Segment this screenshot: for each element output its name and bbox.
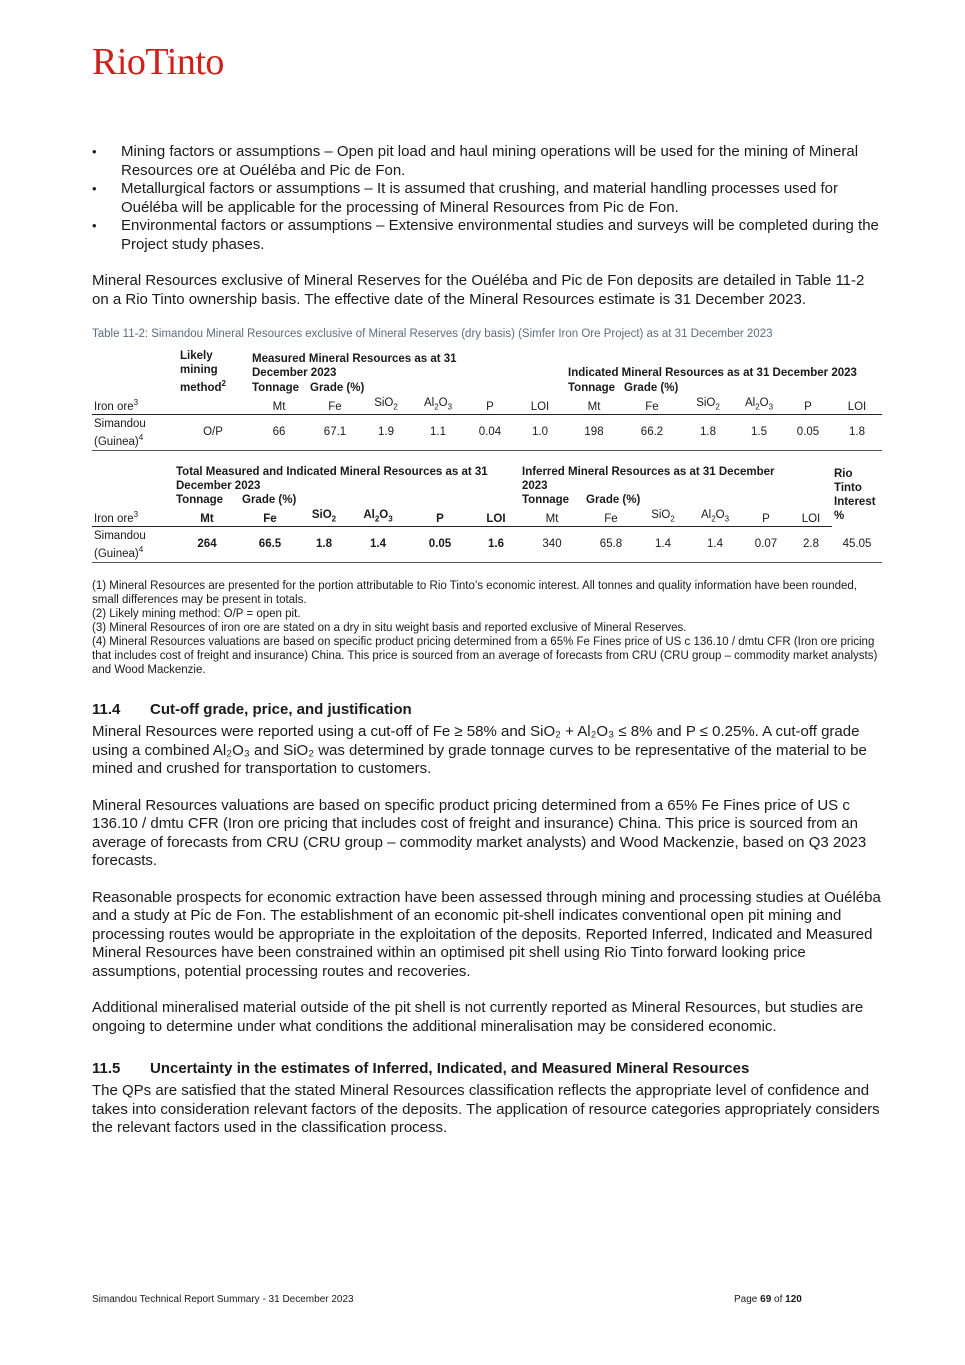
value-cell: 0.05 bbox=[784, 415, 832, 451]
page-word: Page bbox=[734, 1294, 758, 1305]
unit-cell: LOI bbox=[514, 395, 566, 415]
unit-cell: Fe bbox=[584, 507, 638, 527]
paragraph: Additional mineralised material outside of the pit shell is not currently reported as Mineral Resources, but studies are ongoing to determine under what conditions the additional mineralisation may be considered economic. bbox=[92, 999, 864, 1035]
paragraph: The QPs are satisfied that the stated Mineral Resources classification reflects the appropriate level of confidence and takes into consideration relevant factors of the deposits. The application of resource categories appropriately considers the relevant factors used in the classification process. bbox=[92, 1082, 880, 1137]
value-cell: 1.4 bbox=[638, 527, 688, 563]
page-content bbox=[92, 143, 882, 1138]
unit-cell: Mt bbox=[520, 507, 584, 527]
value-cell: 0.05 bbox=[408, 527, 472, 563]
grade-header: Grade (%) bbox=[242, 493, 297, 506]
intro-paragraph: Mineral Resources exclusive of Mineral Reserves for the Ouéléba and Pic de Fon deposits are detailed in Table 11-2 on a Rio Tinto ownership basis. The effective date of the Mineral Resources estimate is 31 December 2023. bbox=[92, 272, 865, 308]
footnote-ref: 2 bbox=[221, 379, 226, 388]
value-cell: 65.8 bbox=[584, 527, 638, 563]
paragraph: Mineral Resources valuations are based on specific product pricing determined from a 65% Fe Fines price of US c 136.10 / dmtu CFR (Iron ore pricing that includes cost of freight and insurance) China. This price is sourced from an average of forecasts from CRU (CRU group – commodity market analysts) and Wood Mackenzie, based on Q3 2023 forecasts. bbox=[92, 796, 867, 870]
value-cell: 66 bbox=[250, 415, 308, 451]
value-cell: 67.1 bbox=[308, 415, 362, 451]
value-cell: 264 bbox=[174, 527, 240, 563]
value-cell: 45.05 bbox=[832, 527, 882, 563]
total-inferred-table bbox=[92, 465, 882, 563]
unit-cell: LOI bbox=[472, 507, 520, 527]
iron-ore-label: Iron ore bbox=[94, 401, 134, 414]
unit-cell: Fe bbox=[308, 395, 362, 415]
note: (3) Mineral Resources of iron ore are stated on a dry in situ weight basis and reported exclusive of Mineral Reserves. bbox=[92, 622, 687, 635]
value-cell: 1.6 bbox=[472, 527, 520, 563]
value-cell: 0.04 bbox=[466, 415, 514, 451]
section-number: 11.4 bbox=[92, 701, 121, 719]
unit-cell: Mt bbox=[174, 507, 240, 527]
tonnage-header: Tonnage bbox=[568, 381, 616, 394]
footer-document-title: Simandou Technical Report Summary - 31 December 2023 bbox=[92, 1294, 354, 1305]
rio-tinto-logo: RioTinto bbox=[92, 41, 224, 83]
unit-cell: P bbox=[408, 507, 472, 527]
list-item: • Mining factors or assumptions – Open pit load and haul mining operations will be used for the mining of Mineral Resources ore at Ouéléba and Pic de Fon. bbox=[92, 143, 882, 180]
value-cell: 1.8 bbox=[682, 415, 734, 451]
page-num: 69 bbox=[760, 1294, 772, 1305]
method-cell: O/P bbox=[176, 415, 250, 451]
table-notes bbox=[92, 579, 882, 677]
unit-cell: Mt bbox=[250, 395, 308, 415]
unit-cell: $Al_2O_3$ bbox=[410, 395, 466, 415]
footnote-ref: 4 bbox=[138, 433, 144, 443]
unit-cell: $Al_2O_3$ bbox=[688, 507, 742, 527]
section-heading bbox=[92, 1060, 882, 1078]
measured-header: Measured Mineral Resources as at 31 December 2023 bbox=[252, 352, 457, 379]
total-header: Total Measured and Indicated Mineral Resources as at 31 December 2023 bbox=[176, 465, 488, 492]
unit-cell: SiO$_2$ bbox=[682, 395, 734, 415]
value-cell: 66.5 bbox=[240, 527, 300, 563]
footnote-ref: 3 bbox=[133, 398, 139, 408]
inferred-header: Inferred Mineral Resources as at 31 December 2023 bbox=[522, 465, 775, 492]
note: (2) Likely mining method: O/P = open pit. bbox=[92, 608, 301, 621]
value-cell: 1.1 bbox=[410, 415, 466, 451]
footnote-ref: 4 bbox=[138, 545, 144, 555]
likely-mining-header: Likely mining method bbox=[180, 350, 222, 394]
value-cell: 66.2 bbox=[622, 415, 682, 451]
note: (4) Mineral Resources valuations are based on specific product pricing determined from a 65% Fe Fines price of US c 136.10 / dmtu CFR (Iron ore pricing that includes cost of freight and insurance) China. This price is sourced from an average of forecasts from CRU (CRU group – commodity market analysts) and Wood Mackenzie. bbox=[92, 636, 878, 677]
tonnage-header: Tonnage bbox=[522, 493, 570, 506]
assumptions-list bbox=[92, 143, 882, 254]
paragraph: Reasonable prospects for economic extraction have been assessed through mining and processing studies at Ouéléba and a study at Pic de Fon. The establishment of an economic pit-shell indicates conventional open pit mining and processing routes would be appropriate in the exploitation of the deposits. Reported Inferred, Indicated and Measured Mineral Resources have been constrained within an optimised pit shell using Rio Tinto forward looking price assumptions, potential processing routes and recoveries. bbox=[92, 888, 881, 980]
row-label: Simandou (Guinea) bbox=[94, 418, 146, 448]
value-cell: 1.4 bbox=[348, 527, 408, 563]
section-heading bbox=[92, 701, 882, 719]
list-item: • Metallurgical factors or assumptions – It is assumed that crushing, and material handling processes used for Ouéléba will be applicable for the processing of Mineral Resources from Pic de Fon. bbox=[92, 180, 882, 217]
value-cell: 198 bbox=[566, 415, 622, 451]
unit-cell: $Al_2O_3$ bbox=[734, 395, 784, 415]
footer-page-number bbox=[734, 1294, 802, 1305]
value-cell: 1.4 bbox=[688, 527, 742, 563]
value-cell: 1.8 bbox=[300, 527, 348, 563]
value-cell: 1.8 bbox=[832, 415, 882, 451]
grade-header: Grade (%) bbox=[624, 381, 679, 394]
unit-cell: Fe bbox=[622, 395, 682, 415]
tonnage-header: Tonnage bbox=[252, 381, 300, 394]
section-number: 11.5 bbox=[92, 1060, 121, 1078]
unit-cell: P bbox=[742, 507, 790, 527]
measured-indicated-table bbox=[92, 349, 882, 451]
unit-cell: SiO$_2$ bbox=[638, 507, 688, 527]
unit-cell: $Al_2O_3$ bbox=[348, 507, 408, 527]
unit-cell: LOI bbox=[790, 507, 832, 527]
unit-cell: Fe bbox=[240, 507, 300, 527]
row-label: Simandou (Guinea) bbox=[94, 530, 146, 561]
interest-header: Rio Tinto Interest % bbox=[834, 467, 876, 522]
value-cell: 1.5 bbox=[734, 415, 784, 451]
grade-header: Grade (%) bbox=[310, 381, 365, 394]
paragraph: Mineral Resources were reported using a cut-off of Fe ≥ 58% and SiO₂ + Al₂O₃ ≤ 8% and P ≤ 0.25%. A cut-off grade using a combined Al₂O₃ and SiO₂ was determined by grade tonnage curves to be representative of the material to be mined and crushed for transportation to customers. bbox=[92, 723, 867, 778]
section-title: Cut-off grade, price, and justification bbox=[150, 701, 412, 719]
value-cell: 0.07 bbox=[742, 527, 790, 563]
iron-ore-label: Iron ore bbox=[94, 513, 134, 526]
list-item: • Environmental factors or assumptions – Extensive environmental studies and surveys will be completed during the Project study phases. bbox=[92, 217, 882, 254]
value-cell: 2.8 bbox=[790, 527, 832, 563]
unit-cell: Mt bbox=[566, 395, 622, 415]
value-cell: 340 bbox=[520, 527, 584, 563]
unit-cell: P bbox=[784, 395, 832, 415]
table-row bbox=[92, 527, 882, 563]
section-title: Uncertainty in the estimates of Inferred, Indicated, and Measured Mineral Resources bbox=[150, 1060, 750, 1078]
of-word: of bbox=[774, 1294, 783, 1305]
table-row bbox=[92, 415, 882, 451]
grade-header: Grade (%) bbox=[586, 493, 641, 506]
indicated-header: Indicated Mineral Resources as at 31 December 2023 bbox=[568, 366, 857, 379]
page-total: 120 bbox=[785, 1294, 802, 1305]
tonnage-header: Tonnage bbox=[176, 493, 224, 506]
footnote-ref: 3 bbox=[133, 510, 139, 520]
value-cell: 1.0 bbox=[514, 415, 566, 451]
note: (1) Mineral Resources are presented for the portion attributable to Rio Tinto’s economic interest. All tonnes and quality information have been rounded, small differences may be present in totals. bbox=[92, 580, 857, 607]
unit-cell: SiO$_2$ bbox=[300, 507, 348, 527]
value-cell: 1.9 bbox=[362, 415, 410, 451]
table-caption: Table 11-2: Simandou Mineral Resources exclusive of Mineral Reserves (dry basis) (Simfer Iron Ore Project) as at 31 December 2023 bbox=[92, 328, 773, 340]
unit-cell: SiO$_2$ bbox=[362, 395, 410, 415]
unit-cell: LOI bbox=[832, 395, 882, 415]
unit-cell: P bbox=[466, 395, 514, 415]
